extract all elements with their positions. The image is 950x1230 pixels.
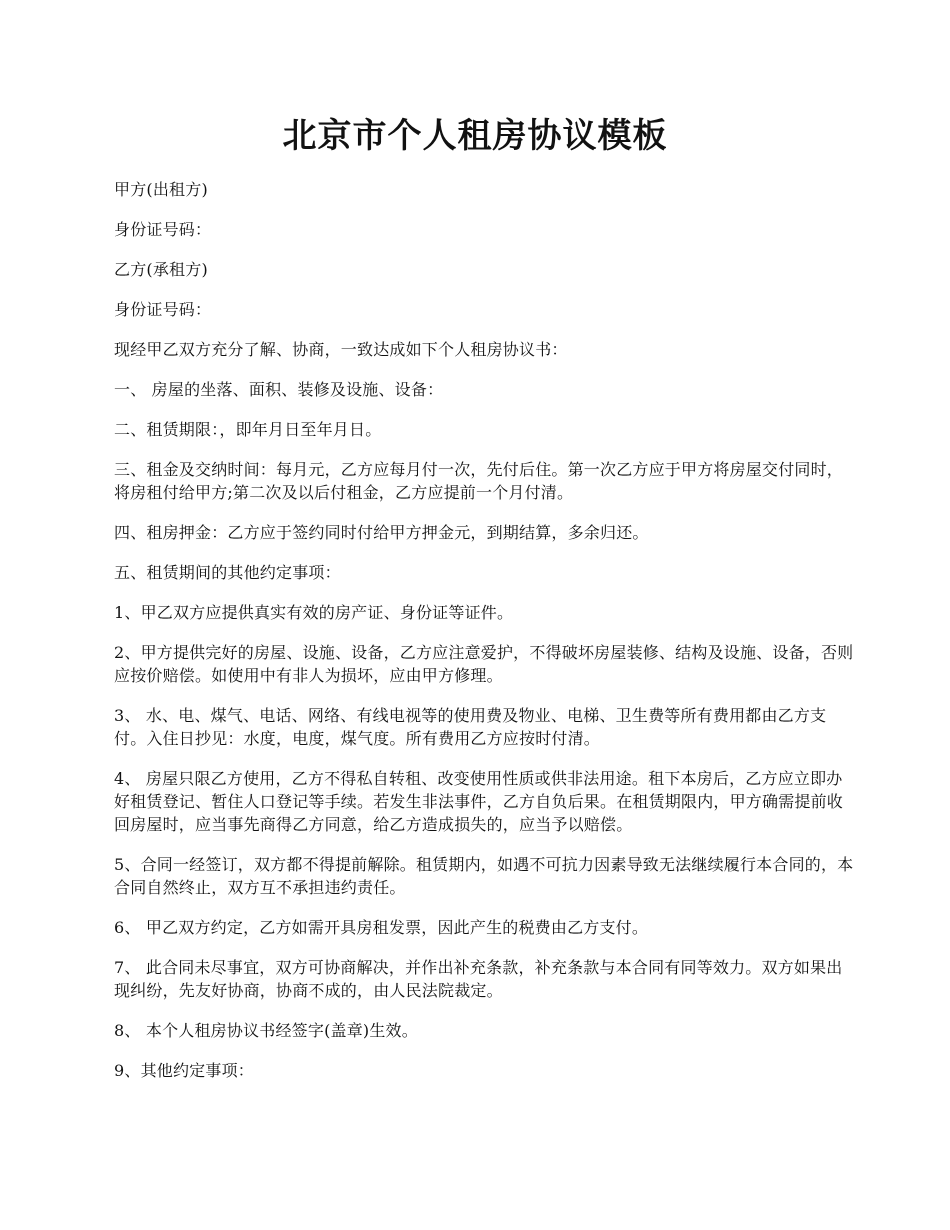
term-3: 3、 水、电、煤气、电话、网络、有线电视等的使用费及物业、电梯、卫生费等所有费用都由乙方支付。入住日抄见：水度，电度，煤气度。所有费用乙方应按时付清。: [114, 706, 827, 748]
term-6: 6、 甲乙双方约定，乙方如需开具房租发票，因此产生的税费由乙方支付。: [114, 918, 649, 937]
term-1: 1、甲乙双方应提供真实有效的房产证、身份证等证件。: [114, 603, 514, 622]
clause-2: 二、租赁期限：，即年月日至年月日。: [114, 420, 382, 439]
term-5: 5、合同一经签订，双方都不得提前解除。租赁期内，如遇不可抗力因素导致无法继续履行本合同的，本合同自然终止，双方互不承担违约责任。: [114, 855, 854, 897]
term-8: 8、 本个人租房协议书经签字(盖章)生效。: [114, 1021, 418, 1040]
party-b-label: 乙方(承租方): [114, 260, 208, 279]
term-9: 9、其他约定事项：: [114, 1061, 254, 1080]
agreement-intro: 现经甲乙双方充分了解、协商，一致达成如下个人租房协议书：: [114, 340, 568, 359]
document-body: [114, 178, 854, 1099]
party-a-label: 甲方(出租方): [114, 180, 208, 199]
clause-3: 三、租金及交纳时间：每月元，乙方应每月付一次，先付后住。第一次乙方应于甲方将房屋交付同时，将房租付给甲方;第二次及以后付租金，乙方应提前一个月付清。: [114, 460, 844, 502]
party-a-id-label: 身份证号码：: [114, 220, 212, 239]
clause-5: 五、租赁期间的其他约定事项：: [114, 563, 341, 582]
document-title: 北京市个人租房协议模板: [282, 116, 668, 156]
clause-1: 一、 房屋的坐落、面积、装修及设施、设备：: [114, 380, 444, 399]
term-4: 4、 房屋只限乙方使用，乙方不得私自转租、改变使用性质或供非法用途。租下本房后，乙方应立即办好租赁登记、暂住人口登记等手续。若发生非法事件，乙方自负后果。在租赁期限内，甲方确需提前收回房屋时，应当事先商得乙方同意，给乙方造成损失的，应当予以赔偿。: [114, 769, 844, 834]
term-2: 2、甲方提供完好的房屋、设施、设备，乙方应注意爱护，不得破坏房屋装修、结构及设施、设备，否则应按价赔偿。如使用中有非人为损坏，应由甲方修理。: [114, 643, 854, 685]
clause-4: 四、租房押金：乙方应于签约同时付给甲方押金元，到期结算，多余归还。: [114, 523, 649, 542]
term-7: 7、 此合同未尽事宜，双方可协商解决，并作出补充条款，补充条款与本合同有同等效力。双方如果出现纠纷，先友好协商，协商不成的，由人民法院裁定。: [114, 958, 843, 1000]
party-b-id-label: 身份证号码：: [114, 300, 212, 319]
